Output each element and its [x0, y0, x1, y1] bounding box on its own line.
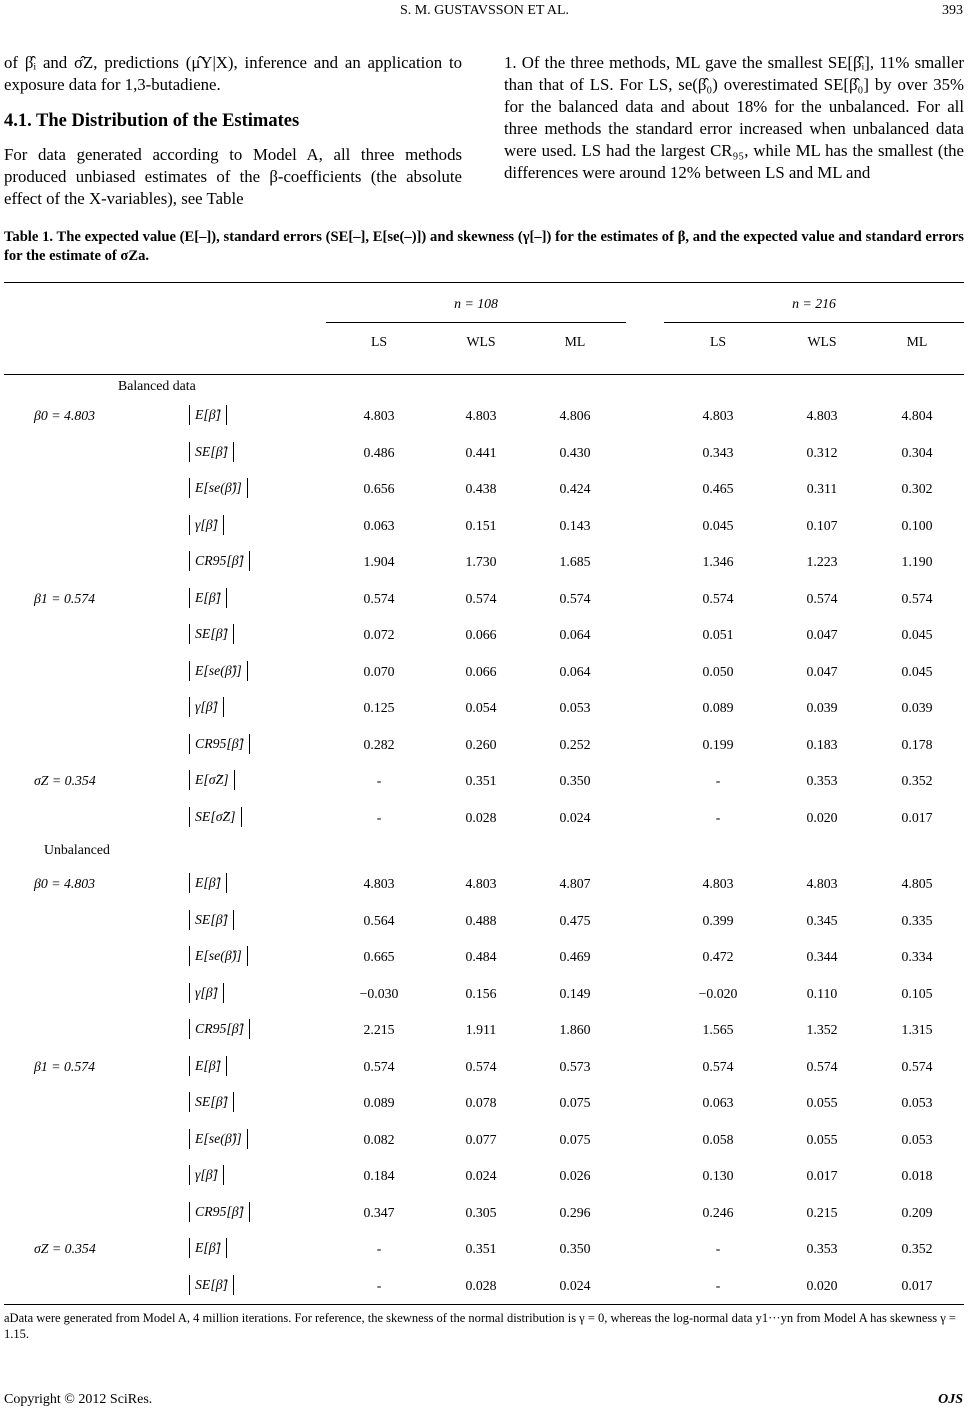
- table-cell: 0.125: [363, 700, 395, 715]
- table-cell: 1.223: [806, 554, 838, 569]
- table-caption: Table 1. The expected value (E[–]), standard errors (SE[–], E[se(–)]) and skewness (γ[–]) for the estimates of β, and the expected value and standard errors for the estimate of σZa.: [4, 229, 964, 264]
- statistic-label: [189, 983, 279, 1003]
- table-row: [4, 872, 964, 898]
- table-cell: 0.475: [559, 912, 591, 928]
- table-cell: 0.063: [702, 1095, 734, 1110]
- table-cell: 4.807: [559, 876, 591, 891]
- table-cell: 0.107: [806, 517, 838, 533]
- table-cell: 0.472: [702, 949, 734, 964]
- table-cell: 0.351: [465, 773, 497, 788]
- statistic-expression: E[se(β̂)]: [189, 478, 248, 498]
- table-row: [4, 909, 964, 935]
- section-label: Balanced data: [118, 378, 196, 393]
- table-cell: 0.574: [465, 1058, 497, 1074]
- table-cell: 0.335: [901, 912, 933, 928]
- table-cell: 0.209: [901, 1204, 933, 1220]
- table-cell: 0.151: [465, 517, 497, 533]
- table-cell: 0.054: [465, 700, 497, 715]
- table-row: [4, 514, 964, 540]
- table-cell: 0.024: [559, 1277, 591, 1293]
- table-cell: 0.353: [806, 1241, 838, 1256]
- table-cell: 0.064: [559, 663, 591, 679]
- table-cell: 0.334: [901, 949, 933, 964]
- table-cell: 0.574: [559, 590, 591, 606]
- table-cell: 0.020: [806, 1277, 838, 1293]
- table-cell: 1.352: [806, 1022, 838, 1037]
- table-row: [4, 945, 964, 971]
- table-row: [4, 623, 964, 649]
- table-cell: 0.075: [559, 1131, 591, 1147]
- statistic-label: [189, 624, 279, 644]
- statistic-expression: SE[β̂]: [189, 910, 234, 930]
- table-cell: 0.149: [559, 985, 591, 1001]
- table-cell: 4.803: [465, 408, 497, 423]
- statistic-label: [189, 1165, 279, 1185]
- table-cell: 0.178: [901, 736, 933, 752]
- table-cell: 0.053: [901, 1131, 933, 1147]
- statistic-label: [189, 442, 279, 462]
- table-cell: 0.050: [702, 663, 734, 679]
- col-header: LS: [370, 334, 388, 349]
- statistic-label: [189, 1056, 279, 1076]
- table-cell: 0.488: [465, 912, 497, 928]
- statistic-label: [189, 770, 279, 790]
- statistic-label: [189, 551, 279, 571]
- table-cell: 0.352: [901, 773, 933, 788]
- group-rule-n216: [664, 322, 964, 323]
- table-cell: 0.018: [901, 1168, 933, 1183]
- table-cell: 0.184: [363, 1168, 395, 1183]
- table-cell: -: [376, 773, 382, 788]
- table-row: [4, 1055, 964, 1081]
- table-row: [4, 1237, 964, 1263]
- table-cell: 4.804: [901, 408, 933, 423]
- statistic-label: [189, 478, 279, 498]
- table-cell: 0.066: [465, 663, 497, 679]
- col-header: WLS: [807, 334, 837, 349]
- table-cell: -: [715, 809, 721, 825]
- table-cell: -: [376, 809, 382, 825]
- body-paragraph-left: For data generated according to Model A, all three methods produced unbiased estimates of the β-coefficients (the absolute effect of the X-variables), see Table: [4, 145, 462, 208]
- table-cell: -: [376, 1277, 382, 1293]
- table-cell: 0.441: [465, 444, 497, 460]
- statistic-label: [189, 807, 279, 827]
- journal-name: OJS: [938, 1392, 963, 1407]
- table-cell: −0.030: [359, 985, 399, 1001]
- statistic-expression: E[se(β̂)]: [189, 1129, 248, 1149]
- table-bottom-rule: [4, 1304, 964, 1305]
- table-cell: 0.296: [559, 1204, 591, 1220]
- table-cell: 0.017: [806, 1168, 838, 1183]
- page-number: 393: [942, 3, 963, 18]
- group-header-n216: n = 216: [792, 296, 836, 311]
- table-row: [4, 1201, 964, 1227]
- table-cell: 0.574: [363, 1058, 395, 1074]
- table-cell: 0.055: [806, 1131, 838, 1147]
- table-cell: 0.110: [806, 985, 838, 1001]
- table-row: [4, 806, 964, 832]
- statistic-expression: E[σ̂Z]: [189, 770, 235, 790]
- table-cell: 0.564: [363, 912, 395, 928]
- col-header: ML: [906, 334, 928, 349]
- table-cell: -: [376, 1241, 382, 1256]
- table-cell: -: [715, 1241, 721, 1256]
- table-cell: 0.199: [702, 736, 734, 752]
- table-cell: 0.089: [363, 1095, 395, 1110]
- table-cell: 0.347: [363, 1204, 395, 1220]
- parameter-label: σZ = 0.354: [34, 1241, 96, 1256]
- col-header: LS: [709, 334, 727, 349]
- table-cell: 1.190: [901, 554, 933, 569]
- table-cell: 0.665: [363, 949, 395, 964]
- statistic-expression: γ[β̂]: [189, 515, 224, 535]
- table-cell: -: [715, 773, 721, 788]
- statistic-label: [189, 1129, 279, 1149]
- parameter-label: β1 = 0.574: [34, 1058, 96, 1074]
- table-row: [4, 1164, 964, 1190]
- statistic-label: [189, 405, 279, 425]
- table-cell: 4.803: [363, 876, 395, 891]
- table-cell: 0.024: [465, 1168, 497, 1183]
- table-cell: 0.574: [901, 590, 933, 606]
- table-cell: 0.055: [806, 1095, 838, 1110]
- table-footnote: aData were generated from Model A, 4 million iterations. For reference, the skewness of the normal distribution is γ = 0, whereas the log-normal data y1···yn from Model A has skewness γ = 1.15.: [4, 1311, 956, 1341]
- right-column: [504, 52, 964, 184]
- intro-paragraph: of β̂ᵢ and σ̂Z, predictions (μ̂Y|X), inference and an application to exposure data for 1,3-butadiene.: [4, 53, 462, 94]
- table-cell: 0.183: [806, 736, 838, 752]
- statistic-label: [189, 873, 279, 893]
- table-cell: 0.353: [806, 773, 838, 788]
- table-cell: 0.100: [901, 517, 933, 533]
- table-row: [4, 404, 964, 430]
- statistic-expression: CR95[β̂]: [189, 551, 250, 571]
- table-cell: 0.350: [559, 773, 591, 788]
- table-cell: 0.051: [702, 627, 734, 642]
- statistic-expression: SE[β̂]: [189, 1275, 234, 1295]
- table-cell: 0.304: [901, 444, 933, 460]
- table-cell: 0.573: [559, 1058, 591, 1074]
- header-bottom-rule: [4, 374, 964, 375]
- table-cell: 0.345: [806, 912, 838, 928]
- table-cell: 0.282: [363, 736, 395, 752]
- table-cell: 0.246: [702, 1204, 734, 1220]
- table-cell: 4.803: [465, 876, 497, 891]
- table-cell: 1.315: [901, 1022, 933, 1037]
- statistic-expression: E[β̂]: [189, 405, 227, 425]
- table-cell: 0.305: [465, 1204, 497, 1220]
- table-cell: 0.574: [465, 590, 497, 606]
- table-cell: 0.351: [465, 1241, 497, 1256]
- table-row: [4, 1128, 964, 1154]
- table-cell: 0.350: [559, 1241, 591, 1256]
- table-cell: 0.024: [559, 809, 591, 825]
- col-header: ML: [564, 334, 586, 349]
- table-cell: 0.302: [901, 481, 933, 496]
- table-cell: 1.685: [559, 554, 591, 569]
- statistic-label: [189, 697, 279, 717]
- table-cell: 0.017: [901, 1277, 933, 1293]
- parameter-label: β1 = 0.574: [34, 590, 96, 606]
- table-row: [4, 550, 964, 576]
- table-cell: -: [715, 1277, 721, 1293]
- table-cell: 0.105: [901, 985, 933, 1001]
- table-cell: 0.077: [465, 1131, 497, 1147]
- table-cell: 4.806: [559, 408, 591, 423]
- statistic-expression: γ[β̂]: [189, 983, 224, 1003]
- statistic-label: [189, 734, 279, 754]
- left-column: [4, 52, 462, 210]
- table-cell: 0.045: [901, 627, 933, 642]
- table-cell: 0.058: [702, 1131, 734, 1147]
- statistic-expression: SE[β̂]: [189, 1092, 234, 1112]
- table-cell: 1.730: [465, 554, 497, 569]
- table-cell: 0.430: [559, 444, 591, 460]
- statistic-expression: E[β̂]: [189, 1056, 227, 1076]
- table-cell: 0.343: [702, 444, 734, 460]
- statistic-expression: γ[β̂]: [189, 697, 224, 717]
- group-rule-n108: [326, 322, 626, 323]
- table-cell: 0.574: [702, 1058, 734, 1074]
- section-label: Unbalanced: [44, 842, 110, 857]
- table-cell: 0.574: [806, 590, 838, 606]
- table-cell: 4.803: [702, 408, 734, 423]
- table-row: [4, 441, 964, 467]
- copyright: Copyright © 2012 SciRes.: [4, 1392, 153, 1407]
- statistic-label: [189, 1275, 279, 1295]
- table-cell: 0.399: [702, 912, 734, 928]
- table-row: [4, 696, 964, 722]
- group-header-n108: n = 108: [454, 296, 498, 311]
- table-cell: 0.053: [901, 1095, 933, 1110]
- statistic-label: [189, 946, 279, 966]
- table-cell: 0.486: [363, 444, 395, 460]
- table-cell: 0.063: [363, 517, 395, 533]
- table-cell: 1.911: [465, 1022, 497, 1037]
- table-top-rule: [4, 282, 964, 283]
- table-cell: 0.438: [465, 481, 497, 496]
- statistic-label: [189, 515, 279, 535]
- table-cell: −0.020: [698, 985, 738, 1001]
- statistic-label: [189, 1202, 279, 1222]
- table-cell: 0.028: [465, 1277, 497, 1293]
- table-row: [4, 587, 964, 613]
- table-cell: 0.039: [901, 700, 933, 715]
- table-row: [4, 769, 964, 795]
- table-cell: 0.312: [806, 444, 838, 460]
- table-cell: 0.045: [702, 517, 734, 533]
- running-title: S. M. GUSTAVSSON ET AL.: [399, 3, 570, 18]
- table-cell: 4.803: [806, 876, 838, 891]
- table-cell: 0.072: [363, 627, 395, 642]
- table-row: [4, 1091, 964, 1117]
- col-header: WLS: [466, 334, 496, 349]
- table-cell: 0.424: [559, 481, 591, 496]
- statistic-expression: E[β̂]: [189, 588, 227, 608]
- parameter-label: σZ = 0.354: [34, 773, 96, 788]
- table-cell: 1.860: [559, 1022, 591, 1037]
- table-cell: 1.346: [702, 554, 734, 569]
- table-cell: 0.047: [806, 627, 838, 642]
- parameter-label: β0 = 4.803: [34, 408, 96, 423]
- statistic-label: [189, 910, 279, 930]
- table-cell: 0.252: [559, 736, 591, 752]
- table-row: [4, 660, 964, 686]
- table-cell: 0.039: [806, 700, 838, 715]
- table-cell: 1.565: [702, 1022, 734, 1037]
- running-header: [0, 0, 969, 22]
- table-cell: 0.028: [465, 809, 497, 825]
- statistic-expression: SE[β̂]: [189, 442, 234, 462]
- parameter-label: β0 = 4.803: [34, 876, 96, 891]
- statistic-expression: E[β̂]: [189, 1238, 227, 1258]
- table-cell: 0.656: [363, 481, 395, 496]
- table-cell: 0.574: [702, 590, 734, 606]
- table-cell: 0.260: [465, 736, 497, 752]
- table-cell: 0.484: [465, 949, 497, 964]
- table-cell: 0.352: [901, 1241, 933, 1256]
- table-cell: 0.075: [559, 1095, 591, 1110]
- table-cell: 0.020: [806, 809, 838, 825]
- table-cell: 0.045: [901, 663, 933, 679]
- statistic-expression: E[se(β̂)]: [189, 946, 248, 966]
- statistic-expression: γ[β̂]: [189, 1165, 224, 1185]
- table-cell: 4.803: [806, 408, 838, 423]
- table-cell: 0.143: [559, 517, 591, 533]
- statistic-label: [189, 661, 279, 681]
- table-row: [4, 733, 964, 759]
- table-cell: 0.156: [465, 985, 497, 1001]
- table-cell: 0.574: [363, 590, 395, 606]
- table-cell: 0.469: [559, 949, 591, 964]
- table-row: [4, 982, 964, 1008]
- statistic-expression: CR95[β̂]: [189, 1202, 250, 1222]
- statistic-expression: SE[β̂]: [189, 624, 234, 644]
- statistic-label: [189, 588, 279, 608]
- table-cell: 0.017: [901, 809, 933, 825]
- section-heading: 4.1. The Distribution of the Estimates: [4, 111, 300, 131]
- table-cell: 0.130: [702, 1168, 734, 1183]
- statistic-expression: CR95[β̂]: [189, 734, 250, 754]
- body-paragraph-right: 1. Of the three methods, ML gave the smallest SE[β̂ᵢ], 11% smaller than that of LS. For LS, se(β̂₀) overestimated SE[β̂₀] by over 35% for the balanced data and about 18% for the unbalanced. For all three methods the standard error increased when unbalanced data were used. LS had the largest CR₉₅, while ML has the smallest (the differences were around 12% between LS and ML and: [504, 53, 964, 182]
- table-cell: 0.078: [465, 1095, 497, 1110]
- table-cell: 4.803: [363, 408, 395, 423]
- table-cell: 0.311: [806, 481, 838, 496]
- statistic-label: [189, 1238, 279, 1258]
- table-cell: 4.805: [901, 876, 933, 891]
- table-cell: 0.082: [363, 1131, 395, 1147]
- table-cell: 0.574: [806, 1058, 838, 1074]
- table-cell: 0.070: [363, 663, 395, 679]
- statistic-expression: E[β̂]: [189, 873, 227, 893]
- table-cell: 1.904: [363, 554, 395, 569]
- table-cell: 0.026: [559, 1168, 591, 1183]
- statistic-expression: SE[σ̂Z]: [189, 807, 242, 827]
- statistic-label: [189, 1092, 279, 1112]
- table-cell: 0.064: [559, 627, 591, 642]
- table-cell: 0.053: [559, 700, 591, 715]
- table-row: [4, 1274, 964, 1300]
- table-cell: 0.089: [702, 700, 734, 715]
- table-cell: 0.344: [806, 949, 838, 964]
- table-row: [4, 477, 964, 503]
- table-cell: 4.803: [702, 876, 734, 891]
- table-cell: 0.066: [465, 627, 497, 642]
- table-cell: 2.215: [363, 1022, 395, 1037]
- table-cell: 0.215: [806, 1204, 838, 1220]
- table-row: [4, 1018, 964, 1044]
- table-cell: 0.465: [702, 481, 734, 496]
- statistic-expression: E[se(β̂)]: [189, 661, 248, 681]
- statistic-label: [189, 1019, 279, 1039]
- table-cell: 0.574: [901, 1058, 933, 1074]
- statistic-expression: CR95[β̂]: [189, 1019, 250, 1039]
- table-cell: 0.047: [806, 663, 838, 679]
